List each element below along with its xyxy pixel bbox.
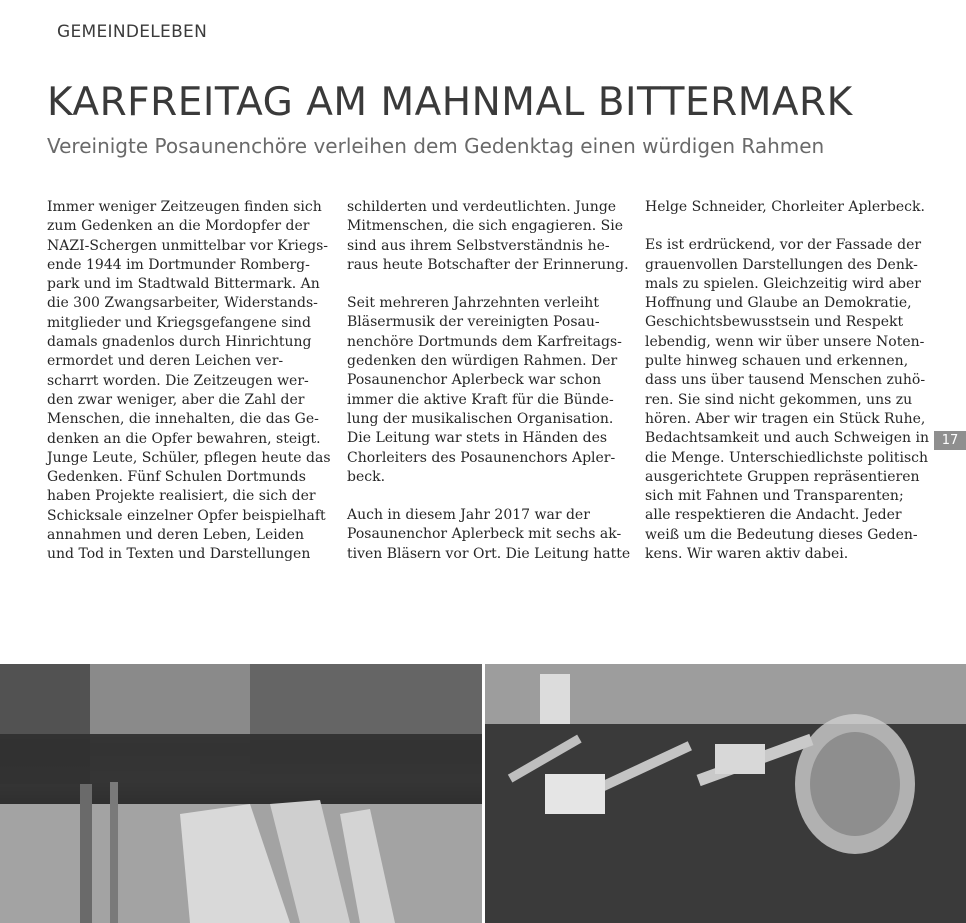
text-column-2	[347, 198, 631, 564]
text-line: mals zu spielen. Gleichzeitig wird aber	[645, 275, 921, 292]
text-line: Gedenken. Fünf Schulen Dortmunds	[47, 469, 306, 486]
text-line: ren. Sie sind nicht gekommen, uns zu	[645, 391, 913, 408]
text-line: Chorleiters des Posaunenchors Apler-	[347, 449, 616, 466]
photo-crowd-illustration	[0, 664, 482, 923]
text-line: raus heute Botschafter der Erinnerung.	[347, 256, 629, 273]
text-line: die Menge. Unterschiedlichste politisch	[645, 449, 928, 466]
text-line: Bläsermusik der vereinigten Posau-	[347, 314, 600, 331]
text-line: dass uns über tausend Menschen zuhö-	[645, 372, 926, 389]
section-label: GEMEINDELEBEN	[57, 22, 208, 42]
text-line: ermordet und deren Leichen ver-	[47, 353, 284, 370]
text-line: Helge Schneider, Chorleiter Aplerbeck.	[645, 199, 925, 215]
text-column-1	[47, 198, 331, 565]
text-line: annahmen und deren Leben, Leiden	[47, 527, 304, 544]
text-line: gedenken den würdigen Rahmen. Der	[347, 353, 618, 370]
text-line: Schicksale einzelner Opfer beispielhaft	[47, 507, 326, 524]
text-line: grauenvollen Darstellungen des Denk-	[645, 256, 918, 273]
article-subheadline: Vereinigte Posaunenchöre verleihen dem Gedenktag einen würdigen Rahmen	[47, 134, 825, 158]
text-column-3	[645, 198, 930, 564]
paragraph	[645, 198, 925, 217]
text-line: die 300 Zwangsarbeiter, Widerstands-	[47, 295, 318, 312]
text-line: scharrt worden. Die Zeitzeugen wer-	[47, 372, 309, 389]
paragraph	[347, 198, 627, 275]
text-line: sind aus ihrem Selbstverständnis he-	[347, 237, 610, 254]
text-line: beck.	[347, 468, 386, 485]
text-line: Immer weniger Zeitzeugen finden sich	[47, 199, 322, 215]
photo-brass-players	[485, 664, 966, 923]
text-line: pulte hinweg schauen und erkennen,	[645, 353, 909, 370]
text-line: Es ist erdrückend, vor der Fassade der	[645, 237, 922, 254]
text-line: Mitmenschen, die sich engagieren. Sie	[347, 218, 623, 235]
text-line: lung der musikalischen Organisation.	[347, 410, 614, 427]
paragraph	[347, 506, 631, 564]
text-line: park und im Stadtwald Bittermark. An	[47, 276, 320, 293]
text-line: mitglieder und Kriegsgefangene sind	[47, 314, 311, 331]
text-line: Geschichtsbewusstsein und Respekt	[645, 314, 904, 331]
text-line: hören. Aber wir tragen ein Stück Ruhe,	[645, 410, 926, 427]
text-line: alle respektieren die Andacht. Jeder	[645, 507, 902, 524]
text-line: ende 1944 im Dortmunder Romberg-	[47, 256, 310, 273]
paragraph	[645, 236, 930, 564]
text-line: Hoffnung und Glaube an Demokratie,	[645, 295, 912, 312]
text-line: Auch in diesem Jahr 2017 war der	[347, 507, 590, 524]
text-line: Bedachtsamkeit und auch Schweigen in	[645, 430, 930, 447]
text-line: nenchöre Dortmunds dem Karfreitags-	[347, 333, 622, 350]
text-line: ausgerichtete Gruppen repräsentieren	[645, 468, 920, 485]
text-line: den zwar weniger, aber die Zahl der	[47, 391, 305, 408]
text-line: kens. Wir waren aktiv dabei.	[645, 546, 849, 563]
text-line: tiven Bläsern vor Ort. Die Leitung hatte	[347, 545, 631, 562]
text-line: und Tod in Texten und Darstellungen	[47, 546, 311, 563]
text-line: sich mit Fahnen und Transparenten;	[645, 488, 904, 505]
text-line: Posaunenchor Aplerbeck war schon	[347, 372, 602, 389]
text-line: denken an die Opfer bewahren, steigt.	[47, 430, 321, 447]
text-line: Junge Leute, Schüler, pflegen heute das	[47, 449, 331, 466]
text-line: damals gnadenlos durch Hinrichtung	[47, 334, 312, 351]
photo-brass-illustration	[485, 664, 966, 923]
text-line: Die Leitung war stets in Händen des	[347, 430, 608, 447]
paragraph-gap	[347, 487, 627, 506]
text-line: NAZI-Schergen unmittelbar vor Kriegs-	[47, 237, 329, 254]
text-line: zum Gedenken an die Mordopfer der	[47, 218, 310, 235]
text-line: Seit mehreren Jahrzehnten verleiht	[347, 295, 599, 312]
text-line: schilderten und verdeutlichten. Junge	[347, 199, 617, 215]
article-headline: KARFREITAG AM MAHNMAL BITTERMARK	[47, 80, 853, 125]
text-line: Posaunenchor Aplerbeck mit sechs ak-	[347, 526, 622, 543]
photo-crowd-at-memorial	[0, 664, 482, 923]
paragraph-gap	[347, 275, 627, 294]
text-line: haben Projekte realisiert, die sich der	[47, 488, 316, 505]
paragraph-gap	[645, 217, 925, 236]
text-line: lebendig, wenn wir über unsere Noten-	[645, 333, 925, 350]
paragraph	[347, 294, 627, 487]
page-number: 17	[934, 431, 966, 450]
text-line: immer die aktive Kraft für die Bünde-	[347, 391, 614, 408]
paragraph	[47, 198, 331, 565]
text-line: Menschen, die innehalten, die das Ge-	[47, 411, 319, 428]
text-line: weiß um die Bedeutung dieses Geden-	[645, 526, 918, 543]
